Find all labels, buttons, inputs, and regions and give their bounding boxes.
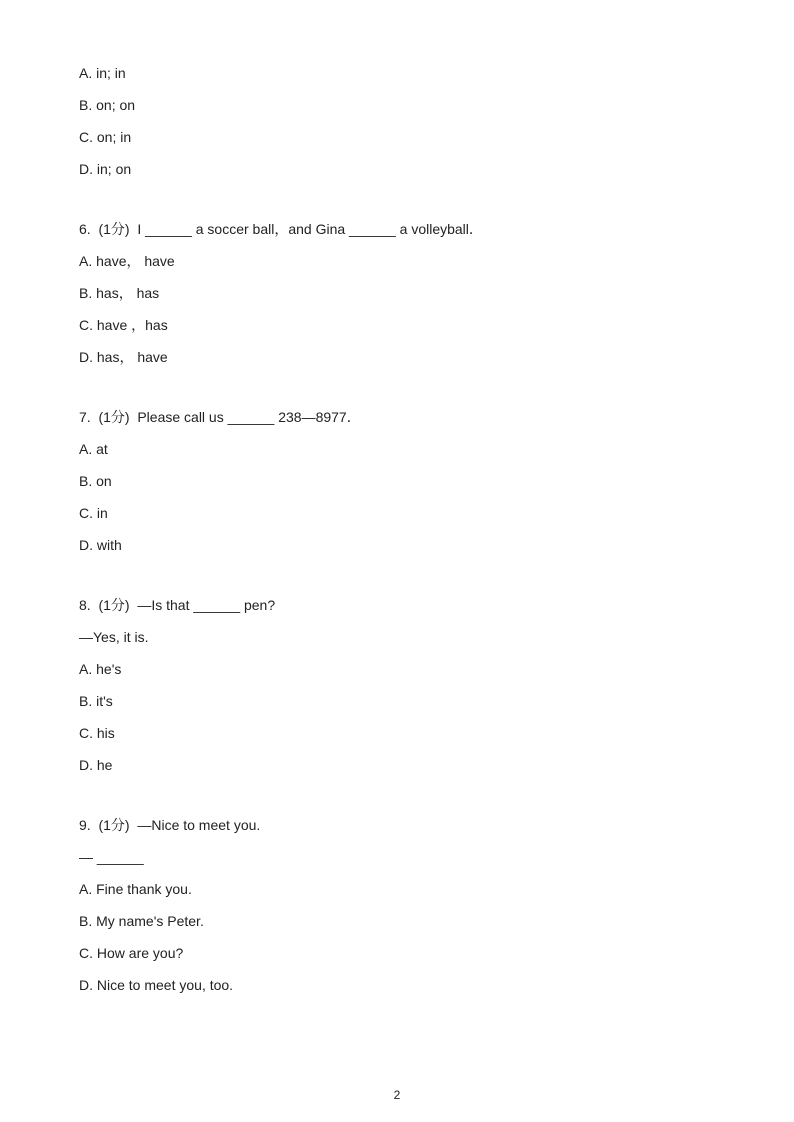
q8-option-b: B. it's	[79, 693, 113, 709]
q5-option-a: A. in; in	[79, 65, 126, 81]
q9-option-d: D. Nice to meet you, too.	[79, 977, 234, 993]
q7-stem: 7. (1分) Please call us ______ 238—8977．	[79, 409, 361, 425]
q8-option-c: C. his	[79, 725, 115, 741]
q6-option-b: B. has， has	[79, 285, 160, 301]
q8-reply: —Yes, it is.	[79, 629, 149, 645]
q6-option-a: A. have， have	[79, 253, 175, 269]
q5-option-c: C. on; in	[79, 129, 132, 145]
q9-stem: 9. (1分) —Nice to meet you.	[79, 817, 261, 833]
q5-option-d: D. in; on	[79, 161, 132, 177]
q7-option-b: B. on	[79, 473, 112, 489]
q9-option-b: B. My name's Peter.	[79, 913, 204, 929]
q8-stem: 8. (1分) —Is that ______ pen?	[79, 597, 276, 613]
q5-option-b: B. on; on	[79, 97, 136, 113]
q8-option-a: A. he's	[79, 661, 122, 677]
q6-stem: 6. (1分) I ______ a soccer ball，and Gina ______ a volleyball．	[79, 221, 483, 237]
q6-option-c: C. have ，has	[79, 317, 168, 333]
page-number: 2	[393, 1088, 401, 1102]
q9-option-a: A. Fine thank you.	[79, 881, 192, 897]
q8-option-d: D. he	[79, 757, 113, 773]
q7-option-c: C. in	[79, 505, 108, 521]
q7-option-d: D. with	[79, 537, 122, 553]
q9-reply: — ______	[79, 849, 144, 865]
q9-option-c: C. How are you?	[79, 945, 184, 961]
q7-option-a: A. at	[79, 441, 108, 457]
q6-option-d: D. has， have	[79, 349, 168, 365]
